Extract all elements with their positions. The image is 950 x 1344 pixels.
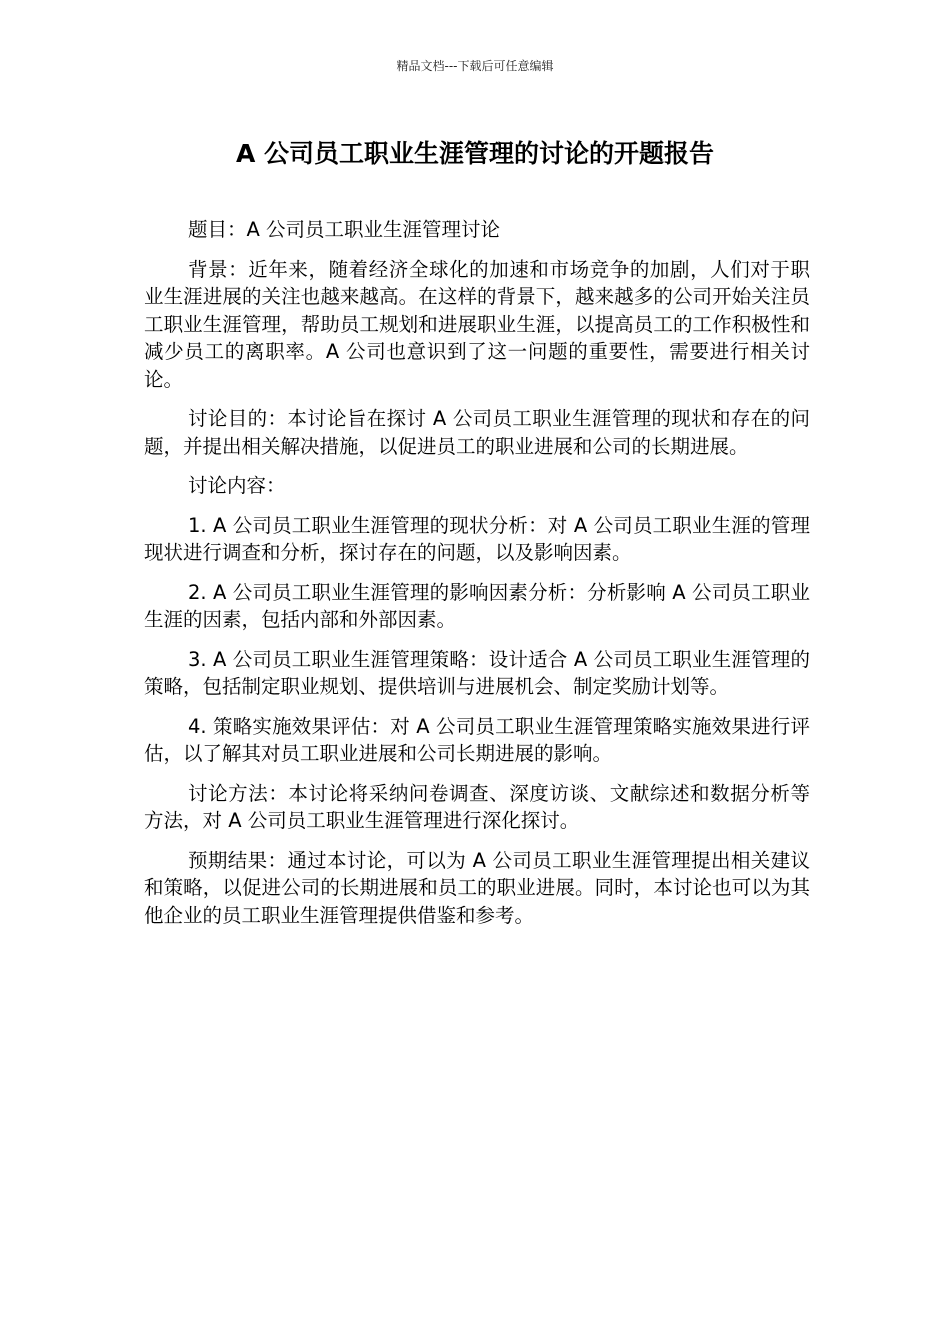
page-header: 精品文档---下载后可任意编辑 (396, 59, 554, 73)
paragraph-content-item-3: 3. A 公司员工职业生涯管理策略：设计适合 A 公司员工职业生涯管理的策略，包括制定职业规划、提供培训与进展机会、制定奖励计划等。 (144, 647, 810, 698)
paragraph-purpose: 讨论目的：本讨论旨在探讨 A 公司员工职业生涯管理的现状和存在的问题，并提出相关解决措施，以促进员工的职业进展和公司的长期进展。 (144, 407, 810, 458)
paragraph-content-item-4: 4. 策略实施效果评估：对 A 公司员工职业生涯管理策略实施效果进行评估，以了解其对员工职业进展和公司长期进展的影响。 (144, 714, 810, 765)
paragraph-background: 背景：近年来，随着经济全球化的加速和市场竞争的加剧，人们对于职业生涯进展的关注也越来越高。在这样的背景下，越来越多的公司开始关注员工职业生涯管理，帮助员工规划和进展职业生涯，以提高员工的工作积极性和减少员工的离职率。A 公司也意识到了这一问题的重要性，需要进行相关讨论。 (144, 257, 810, 391)
paragraph-topic: 题目：A 公司员工职业生涯管理讨论 (188, 218, 501, 241)
paragraph-content-item-2: 2. A 公司员工职业生涯管理的影响因素分析：分析影响 A 公司员工职业生涯的因素，包括内部和外部因素。 (144, 580, 810, 631)
paragraph-expected-results: 预期结果：通过本讨论，可以为 A 公司员工职业生涯管理提出相关建议和策略，以促进公司的长期进展和员工的职业进展。同时，本讨论也可以为其他企业的员工职业生涯管理提供借鉴和参考。 (144, 848, 810, 927)
paragraph-content-item-1: 1. A 公司员工职业生涯管理的现状分析：对 A 公司员工职业生涯的管理现状进行调查和分析，探讨存在的问题，以及影响因素。 (144, 513, 810, 564)
document-body (144, 216, 810, 941)
paragraph-methods: 讨论方法：本讨论将采纳问卷调查、深度访谈、文献综述和数据分析等方法，对 A 公司员工职业生涯管理进行深化探讨。 (144, 781, 810, 832)
document-title: A 公司员工职业生涯管理的讨论的开题报告 (235, 139, 715, 168)
paragraph-content-heading: 讨论内容： (188, 474, 286, 497)
